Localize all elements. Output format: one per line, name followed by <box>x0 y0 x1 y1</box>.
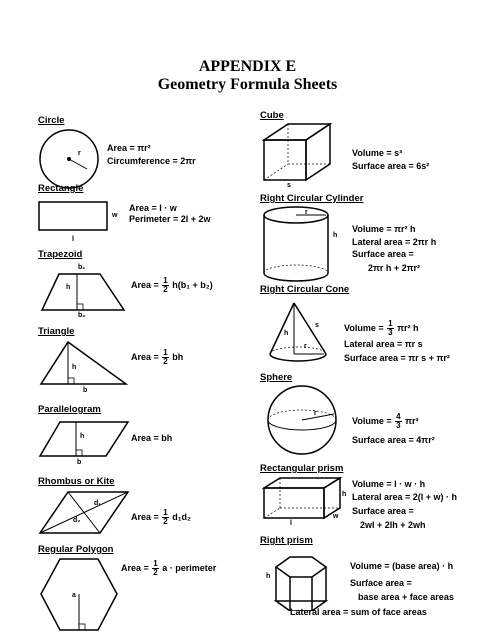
trapezoid-area-formula: Area = $\frac{1}{2}$ h(b₁ + b₂) <box>131 276 213 294</box>
triangle-label-b: b <box>83 387 88 394</box>
cone-figure <box>268 300 334 366</box>
parallelogram-label-b: b <box>77 459 82 466</box>
sphere-surface-formula: Surface area = 4πr² <box>352 435 435 445</box>
cone-lateral-formula: Lateral area = πr s <box>344 339 423 349</box>
page-title: APPENDIX E <box>198 58 297 75</box>
parallelogram-area-formula: Area = bh <box>131 433 173 443</box>
right-prism-surface-formula: Surface area = <box>350 578 412 588</box>
cylinder-heading: Right Circular Cylinder <box>260 193 364 204</box>
sphere-label-r: r <box>314 410 317 417</box>
cylinder-label-h: h <box>333 232 338 239</box>
trapezoid-heading: Trapezoid <box>38 249 83 260</box>
sphere-heading: Sphere <box>260 372 293 383</box>
trapezoid-label-h: h <box>66 284 71 291</box>
right-prism-figure <box>264 549 344 611</box>
circle-area-formula: Area = πr² <box>107 143 151 153</box>
triangle-figure <box>38 338 130 388</box>
polygon-label-a: a <box>72 592 76 599</box>
rectangle-heading: Rectangle <box>38 183 84 194</box>
cone-volume-formula: Volume = $\frac{1}{3}$ πr² h <box>344 319 419 337</box>
cube-surface-formula: Surface area = 6s² <box>352 161 430 171</box>
cone-label-r: r <box>304 343 307 350</box>
rect-prism-label-l: l <box>290 520 292 527</box>
rect-prism-heading: Rectangular prism <box>260 463 344 474</box>
rect-prism-surface-formula-2: 2wl + 2lh + 2wh <box>360 520 426 530</box>
sphere-volume-formula: Volume = $\frac{4}{3}$ πr³ <box>352 412 419 430</box>
circle-figure <box>38 128 100 190</box>
right-prism-label-h: h <box>266 573 271 580</box>
parallelogram-heading: Parallelogram <box>38 404 101 415</box>
cylinder-surface-formula: Surface area = <box>352 249 414 259</box>
rhombus-heading: Rhombus or Kite <box>38 476 115 487</box>
rectangle-figure <box>38 196 110 232</box>
rect-prism-volume-formula: Volume = l · w · h <box>352 479 426 489</box>
cylinder-figure <box>262 205 334 285</box>
rectangle-area-formula: Area = l · w <box>129 203 177 213</box>
rect-prism-label-h: h <box>342 491 347 498</box>
rhombus-label-d1: d₁ <box>94 500 102 507</box>
triangle-label-h: h <box>72 364 77 371</box>
right-prism-heading: Right prism <box>260 535 313 546</box>
polygon-figure <box>38 556 120 634</box>
rect-prism-lateral-formula: Lateral area = 2(l + w) · h <box>352 492 458 502</box>
cylinder-surface-formula-2: 2πr h + 2πr² <box>368 263 421 273</box>
circle-circumference-formula: Circumference = 2πr <box>107 156 196 166</box>
circle-label-r: r <box>78 150 81 157</box>
right-prism-surface-formula-2: base area + face areas <box>358 592 454 602</box>
cone-label-h: h <box>284 330 289 337</box>
polygon-heading: Regular Polygon <box>38 544 114 555</box>
rhombus-label-d2: d₂ <box>73 517 81 524</box>
cone-label-s: s <box>315 322 319 329</box>
page-subtitle: Geometry Formula Sheets <box>157 76 338 93</box>
cylinder-lateral-formula: Lateral area = 2πr h <box>352 237 437 247</box>
right-prism-lateral-formula: Lateral area = sum of face areas <box>290 607 427 617</box>
cube-figure <box>262 122 342 182</box>
cone-heading: Right Circular Cone <box>260 284 350 295</box>
rect-prism-label-w: w <box>333 513 339 520</box>
cylinder-label-r: r <box>305 209 308 216</box>
circle-heading: Circle <box>38 115 65 126</box>
right-prism-volume-formula: Volume = (base area) · h <box>350 561 454 571</box>
rect-prism-surface-formula: Surface area = <box>352 506 414 516</box>
sphere-figure <box>266 384 338 456</box>
rhombus-figure <box>38 489 130 537</box>
cone-surface-formula: Surface area = πr s + πr² <box>344 353 450 363</box>
rectangle-label-l: l <box>72 236 74 243</box>
trapezoid-label-b2: b₂ <box>78 312 86 319</box>
cube-label-s: s <box>287 182 291 189</box>
cube-volume-formula: Volume = s³ <box>352 148 403 158</box>
rhombus-area-formula: Area = $\frac{1}{2}$ d₁d₂ <box>131 508 191 526</box>
triangle-area-formula: Area = $\frac{1}{2}$ bh <box>131 348 184 366</box>
parallelogram-label-h: h <box>80 433 85 440</box>
cube-heading: Cube <box>260 110 284 121</box>
triangle-heading: Triangle <box>38 326 75 337</box>
polygon-area-formula: Area = $\frac{1}{2}$ a · perimeter <box>121 559 217 577</box>
cylinder-volume-formula: Volume = πr² h <box>352 224 416 234</box>
rectangle-label-w: w <box>112 212 118 219</box>
rectangle-perimeter-formula: Perimeter = 2l + 2w <box>129 214 211 224</box>
trapezoid-label-b1: b₁ <box>78 264 86 271</box>
